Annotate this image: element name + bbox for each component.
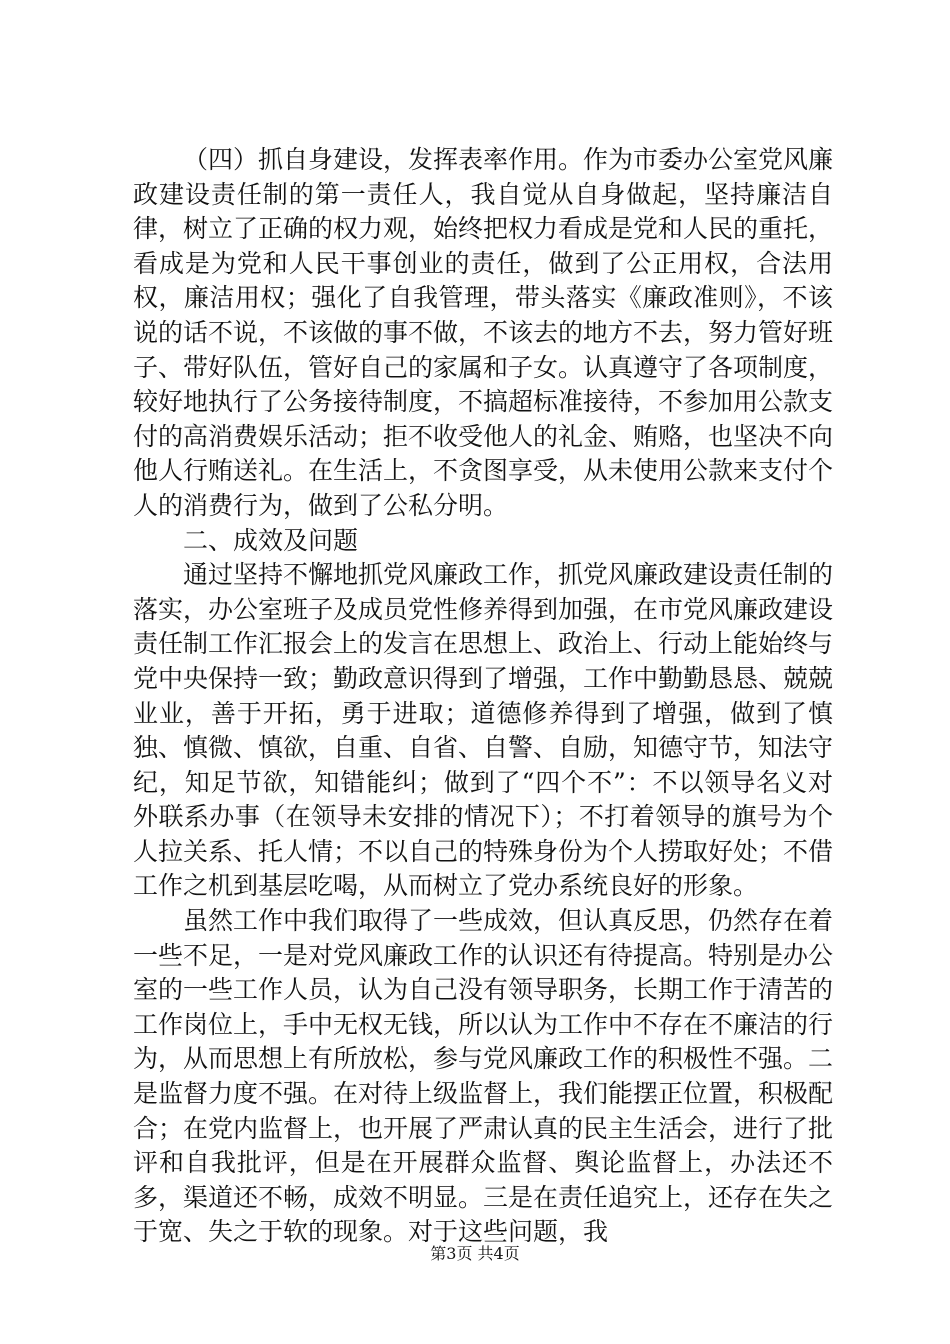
paragraph-problems: 虽然工作中我们取得了一些成效，但认真反思，仍然存在着一些不足，一是对党风廉政工作的认识还有待提高。特别是办公室的一些工作人员，认为自己没有领导职务，长期工作于清苦的工作岗位上，手中无权无钱，所以认为工作中不存在不廉洁的行为，从而思想上有所放松，参与党风廉政工作的积极性不强。二是监督力度不强。在对待上级监督上，我们能摆正位置，积极配合；在党内监督上，也开展了严肃认真的民主生活会，进行了批评和自我批评，但是在开展群众监督、舆论监督上，办法还不多，渠道还不畅，成效不明显。三是在责任追究上，还存在失之于宽、失之于软的现象。对于这些问题，我: [133, 906, 834, 1247]
document-body: [133, 143, 833, 1250]
paragraph-self-construction: （四）抓自身建设，发挥表率作用。作为市委办公室党风廉政建设责任制的第一责任人，我自觉从自身做起，坚持廉洁自律，树立了正确的权力观，始终把权力看成是党和人民的重托，看成是为党和人民干事创业的责任，做到了公正用权，合法用权，廉洁用权；强化了自我管理，带头落实《廉政准则》，不该说的话不说，不该做的事不做，不该去的地方不去，努力管好班子、带好队伍，管好自己的家属和子女。认真遵守了各项制度，较好地执行了公务接待制度，不搞超标准接待，不参加用公款支付的高消费娱乐活动；拒不收受他人的礼金、贿赂，也坚决不向他人行贿送礼。在生活上，不贪图享受，从未使用公款来支付个人的消费行为，做到了公私分明。: [133, 145, 834, 520]
page-number-footer: 第3页 共4页: [430, 1244, 520, 1263]
section-heading-results-and-problems: 二、成效及问题: [183, 525, 359, 555]
paragraph-results: 通过坚持不懈地抓党风廉政工作，抓党风廉政建设责任制的落实，办公室班子及成员党性修养得到加强，在市党风廉政建设责任制工作汇报会上的发言在思想上、政治上、行动上能始终与党中央保持一致；勤政意识得到了增强，工作中勤勤恳恳、兢兢业业，善于开拓，勇于进取；道德修养得到了增强，做到了慎独、慎微、慎欲，自重、自省、自警、自励，知德守节，知法守纪，知足节欲，知错能纠；做到了“四个不”：不以领导名义对外联系办事（在领导未安排的情况下）；不打着领导的旗号为个人拉关系、托人情；不以自己的特殊身份为个人捞取好处；不借工作之机到基层吃喝，从而树立了党办系统良好的形象。: [133, 560, 834, 901]
